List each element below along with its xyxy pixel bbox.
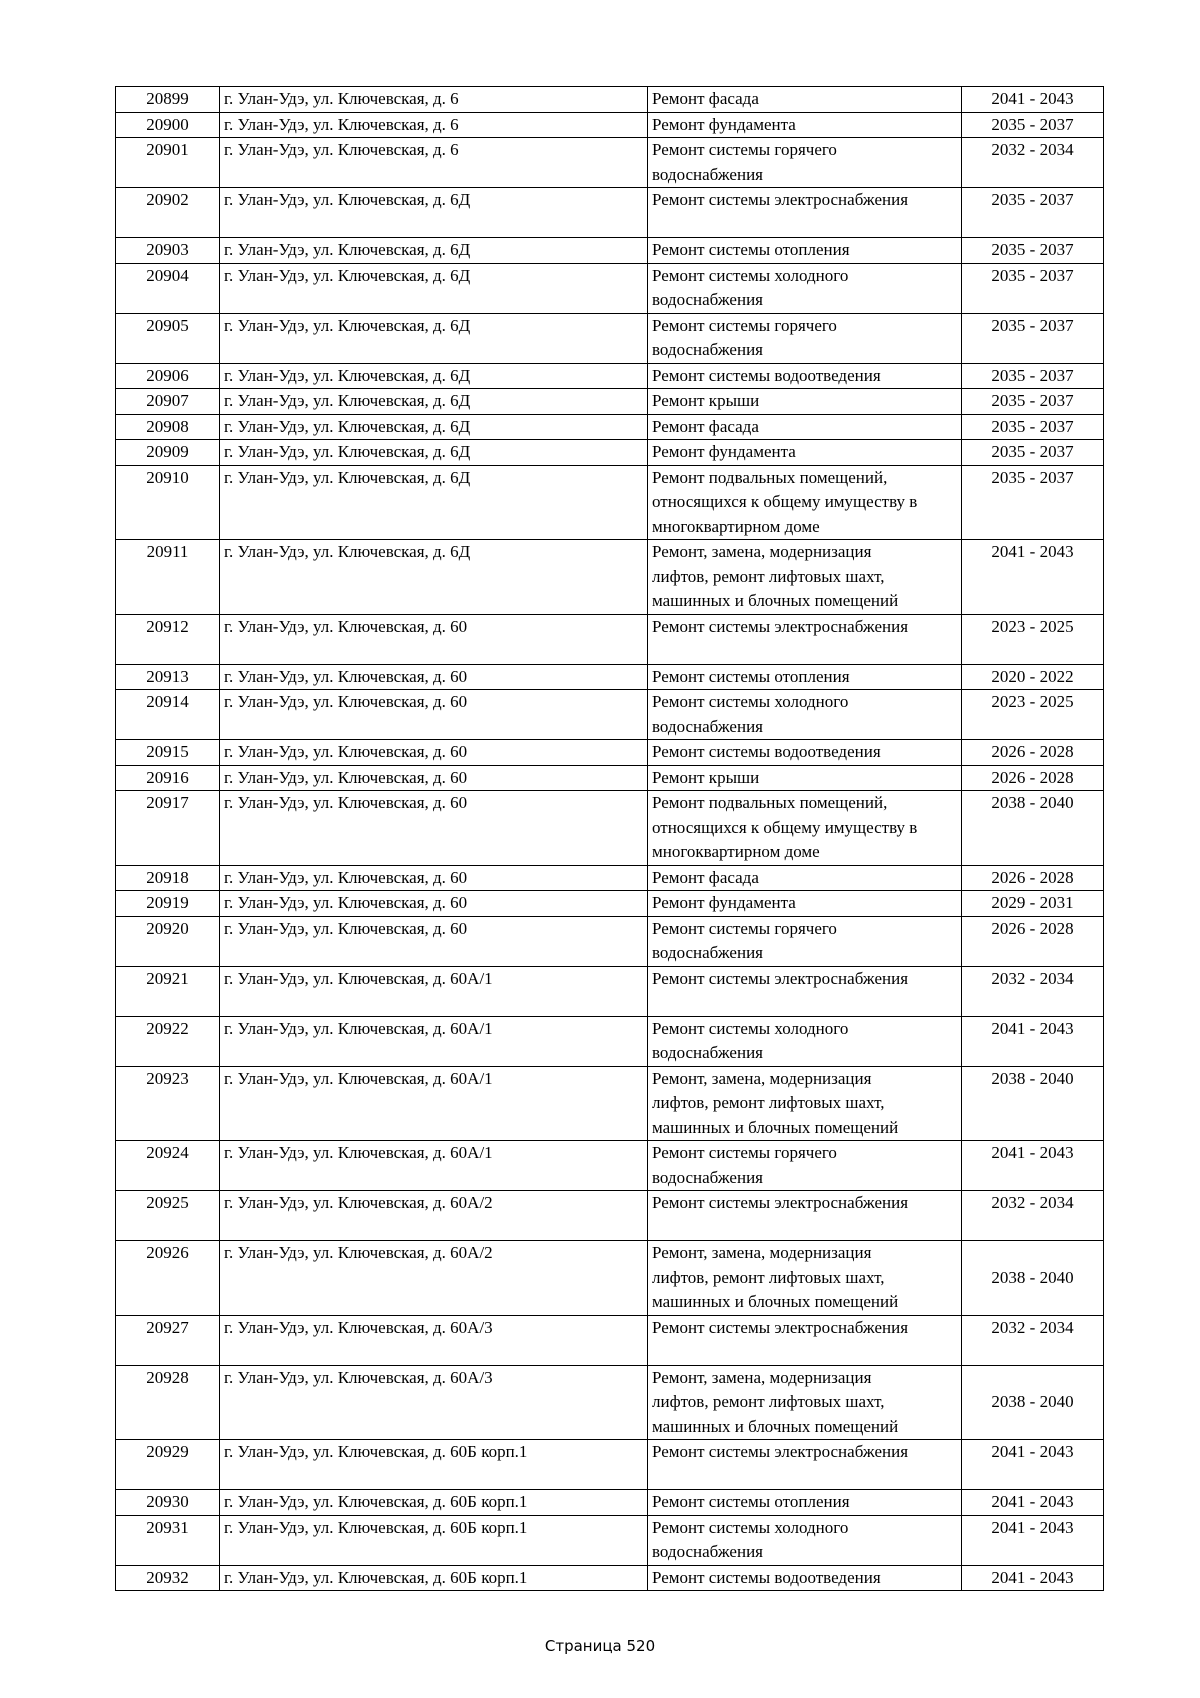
table-row	[116, 440, 1104, 466]
work-type-line: лифтов, ремонт лифтовых шахт,	[652, 1267, 885, 1287]
address-cell: г. Улан-Удэ, ул. Ключевская, д. 60А/3	[220, 1315, 648, 1365]
period-cell: 2032 - 2034	[962, 138, 1104, 188]
table-row	[116, 1515, 1104, 1565]
work-type-line: многоквартирном доме	[652, 516, 820, 536]
period-cell: 2041 - 2043	[962, 1515, 1104, 1565]
period-cell: 2041 - 2043	[962, 1440, 1104, 1490]
address-cell: г. Улан-Удэ, ул. Ключевская, д. 6Д	[220, 313, 648, 363]
row-number-cell: 20923	[116, 1066, 220, 1141]
work-type-cell	[648, 916, 962, 966]
work-type-line	[652, 639, 957, 664]
work-type-line: водоснабжения	[652, 1043, 763, 1062]
address-cell: г. Улан-Удэ, ул. Ключевская, д. 6	[220, 87, 648, 113]
work-type-cell	[648, 1565, 962, 1591]
work-type-cell	[648, 313, 962, 363]
address-cell: г. Улан-Удэ, ул. Ключевская, д. 6Д	[220, 414, 648, 440]
row-number-cell: 20916	[116, 765, 220, 791]
work-type-line: водоснабжения	[652, 290, 763, 309]
repair-schedule-table	[115, 86, 1104, 1591]
row-number-cell: 20908	[116, 414, 220, 440]
work-type-line: Ремонт подвальных помещений,	[652, 467, 888, 487]
address-cell: г. Улан-Удэ, ул. Ключевская, д. 6Д	[220, 465, 648, 540]
work-type-line: относящихся к общему имуществу в	[652, 492, 918, 511]
work-type-line: Ремонт системы водоотведения	[652, 742, 881, 761]
work-type-cell	[648, 1515, 962, 1565]
address-cell: г. Улан-Удэ, ул. Ключевская, д. 60А/1	[220, 1066, 648, 1141]
table-row	[116, 966, 1104, 1016]
address-cell: г. Улан-Удэ, ул. Ключевская, д. 60А/1	[220, 1016, 648, 1066]
table-row	[116, 112, 1104, 138]
work-type-line: относящихся к общему имуществу в	[652, 817, 918, 837]
work-type-line: Ремонт системы холодного	[652, 265, 849, 285]
row-number-cell: 20920	[116, 916, 220, 966]
table-row	[116, 1490, 1104, 1516]
work-type-line: машинных и блочных помещений	[652, 1416, 899, 1436]
work-type-cell	[648, 440, 962, 466]
work-type-cell	[648, 1440, 962, 1490]
address-cell: г. Улан-Удэ, ул. Ключевская, д. 6Д	[220, 188, 648, 238]
table-row	[116, 614, 1104, 664]
work-type-line	[652, 1216, 957, 1241]
work-type-cell	[648, 664, 962, 690]
work-type-cell	[648, 1365, 962, 1440]
row-number-cell: 20909	[116, 440, 220, 466]
work-type-line: Ремонт системы горячего	[652, 918, 837, 938]
work-type-cell	[648, 891, 962, 917]
address-cell: г. Улан-Удэ, ул. Ключевская, д. 60	[220, 791, 648, 866]
work-type-cell	[648, 1141, 962, 1191]
period-cell: 2029 - 2031	[962, 891, 1104, 917]
period-cell: 2035 - 2037	[962, 414, 1104, 440]
work-type-line: Ремонт фундамента	[652, 114, 796, 134]
table-row	[116, 263, 1104, 313]
work-type-line: Ремонт системы холодного	[652, 1018, 849, 1038]
period-cell: 2035 - 2037	[962, 263, 1104, 313]
period-cell: 2032 - 2034	[962, 966, 1104, 1016]
work-type-cell	[648, 188, 962, 238]
work-type-line: Ремонт фундамента	[652, 442, 796, 461]
period-cell: 2026 - 2028	[962, 865, 1104, 891]
table-row	[116, 690, 1104, 740]
address-cell: г. Улан-Удэ, ул. Ключевская, д. 60Б корп.1	[220, 1515, 648, 1565]
work-type-line: Ремонт, замена, модернизация	[652, 1367, 872, 1387]
period-cell: 2035 - 2037	[962, 363, 1104, 389]
table-row	[116, 1315, 1104, 1365]
work-type-line: машинных и блочных помещений	[652, 1292, 899, 1311]
work-type-cell	[648, 138, 962, 188]
work-type-line: Ремонт, замена, модернизация	[652, 1243, 872, 1262]
page-number: Страница 520	[544, 1637, 656, 1655]
address-cell: г. Улан-Удэ, ул. Ключевская, д. 60	[220, 765, 648, 791]
period-cell: 2041 - 2043	[962, 1141, 1104, 1191]
row-number-cell: 20924	[116, 1141, 220, 1191]
period-cell: 2035 - 2037	[962, 188, 1104, 238]
address-cell: г. Улан-Удэ, ул. Ключевская, д. 6Д	[220, 440, 648, 466]
work-type-line: Ремонт системы холодного	[652, 692, 849, 711]
table-row	[116, 1016, 1104, 1066]
address-cell: г. Улан-Удэ, ул. Ключевская, д. 60Б корп.1	[220, 1565, 648, 1591]
period-cell: 2041 - 2043	[962, 1490, 1104, 1516]
work-type-line: лифтов, ремонт лифтовых шахт,	[652, 1093, 885, 1112]
work-type-cell	[648, 1241, 962, 1316]
period-cell: 2041 - 2043	[962, 1565, 1104, 1591]
table-row	[116, 138, 1104, 188]
row-number-cell: 20922	[116, 1016, 220, 1066]
address-cell: г. Улан-Удэ, ул. Ключевская, д. 60А/2	[220, 1241, 648, 1316]
table-row	[116, 740, 1104, 766]
work-type-line: Ремонт, замена, модернизация	[652, 1068, 872, 1088]
work-type-line	[652, 1340, 957, 1365]
period-cell: 2041 - 2043	[962, 87, 1104, 113]
address-cell: г. Улан-Удэ, ул. Ключевская, д. 60Б корп.1	[220, 1440, 648, 1490]
row-number-cell: 20901	[116, 138, 220, 188]
period-cell: 2035 - 2037	[962, 238, 1104, 264]
table-row	[116, 1365, 1104, 1440]
table-row	[116, 916, 1104, 966]
address-cell: г. Улан-Удэ, ул. Ключевская, д. 60	[220, 865, 648, 891]
table-row	[116, 891, 1104, 917]
row-number-cell: 20927	[116, 1315, 220, 1365]
period-cell: 2023 - 2025	[962, 690, 1104, 740]
period-cell: 2032 - 2034	[962, 1315, 1104, 1365]
work-type-line: Ремонт системы электроснабжения	[652, 616, 909, 636]
period-cell: 2038 - 2040	[962, 791, 1104, 866]
work-type-line: многоквартирном доме	[652, 842, 820, 861]
address-cell: г. Улан-Удэ, ул. Ключевская, д. 60	[220, 891, 648, 917]
work-type-cell	[648, 263, 962, 313]
table-row	[116, 1565, 1104, 1591]
work-type-line: Ремонт системы горячего	[652, 315, 837, 335]
row-number-cell: 20903	[116, 238, 220, 264]
address-cell: г. Улан-Удэ, ул. Ключевская, д. 60Б корп.1	[220, 1490, 648, 1516]
row-number-cell: 20930	[116, 1490, 220, 1516]
work-type-cell	[648, 1490, 962, 1516]
row-number-cell: 20910	[116, 465, 220, 540]
work-type-line: Ремонт системы электроснабжения	[652, 1193, 909, 1212]
work-type-cell	[648, 363, 962, 389]
period-cell: 2038 - 2040	[962, 1066, 1104, 1141]
row-number-cell: 20931	[116, 1515, 220, 1565]
table-row	[116, 238, 1104, 264]
work-type-cell	[648, 238, 962, 264]
table-body	[116, 87, 1104, 1591]
row-number-cell: 20921	[116, 966, 220, 1016]
table-row	[116, 865, 1104, 891]
work-type-line: Ремонт системы отопления	[652, 666, 850, 686]
table-row	[116, 313, 1104, 363]
table-row	[116, 414, 1104, 440]
work-type-line: машинных и блочных помещений	[652, 1117, 899, 1137]
work-type-line: Ремонт крыши	[652, 767, 760, 787]
table-row	[116, 1066, 1104, 1141]
row-number-cell: 20915	[116, 740, 220, 766]
work-type-line: Ремонт подвальных помещений,	[652, 793, 888, 812]
address-cell: г. Улан-Удэ, ул. Ключевская, д. 6Д	[220, 389, 648, 415]
address-cell: г. Улан-Удэ, ул. Ключевская, д. 6Д	[220, 363, 648, 389]
work-type-cell	[648, 87, 962, 113]
address-cell: г. Улан-Удэ, ул. Ключевская, д. 6	[220, 112, 648, 138]
work-type-cell	[648, 614, 962, 664]
address-cell: г. Улан-Удэ, ул. Ключевская, д. 60А/1	[220, 1141, 648, 1191]
work-type-line: водоснабжения	[652, 1542, 763, 1561]
work-type-line: Ремонт системы отопления	[652, 240, 850, 259]
table-row	[116, 1191, 1104, 1241]
work-type-cell	[648, 966, 962, 1016]
work-type-line	[652, 1465, 957, 1490]
work-type-line: Ремонт системы электроснабжения	[652, 190, 909, 209]
address-cell: г. Улан-Удэ, ул. Ключевская, д. 6Д	[220, 238, 648, 264]
work-type-cell	[648, 414, 962, 440]
work-type-cell	[648, 865, 962, 891]
work-type-line: лифтов, ремонт лифтовых шахт,	[652, 1392, 885, 1411]
work-type-cell	[648, 1191, 962, 1241]
table-row	[116, 363, 1104, 389]
row-number-cell: 20928	[116, 1365, 220, 1440]
period-cell: 2035 - 2037	[962, 313, 1104, 363]
row-number-cell: 20899	[116, 87, 220, 113]
period-cell: 2035 - 2037	[962, 112, 1104, 138]
work-type-line: Ремонт системы электроснабжения	[652, 968, 909, 988]
row-number-cell: 20918	[116, 865, 220, 891]
row-number-cell: 20905	[116, 313, 220, 363]
row-number-cell: 20900	[116, 112, 220, 138]
table-row	[116, 1241, 1104, 1316]
work-type-cell	[648, 465, 962, 540]
work-type-line: Ремонт системы горячего	[652, 1143, 837, 1162]
period-cell: 2032 - 2034	[962, 1191, 1104, 1241]
period-cell: 2038 - 2040	[962, 1365, 1104, 1440]
work-type-line: водоснабжения	[652, 943, 763, 962]
period-cell: 2041 - 2043	[962, 1016, 1104, 1066]
row-number-cell: 20919	[116, 891, 220, 917]
work-type-cell	[648, 389, 962, 415]
row-number-cell: 20913	[116, 664, 220, 690]
work-type-line: Ремонт системы электроснабжения	[652, 1317, 909, 1337]
row-number-cell: 20925	[116, 1191, 220, 1241]
work-type-line: Ремонт системы электроснабжения	[652, 1442, 909, 1461]
work-type-line: водоснабжения	[652, 716, 763, 736]
work-type-line: водоснабжения	[652, 340, 763, 359]
table-row	[116, 188, 1104, 238]
work-type-cell	[648, 540, 962, 615]
work-type-line: Ремонт фасада	[652, 416, 759, 436]
address-cell: г. Улан-Удэ, ул. Ключевская, д. 60	[220, 664, 648, 690]
period-cell: 2038 - 2040	[962, 1241, 1104, 1316]
table-row	[116, 465, 1104, 540]
work-type-line: водоснабжения	[652, 1167, 763, 1187]
row-number-cell: 20914	[116, 690, 220, 740]
work-type-line: машинных и блочных помещений	[652, 591, 899, 610]
period-cell: 2026 - 2028	[962, 916, 1104, 966]
work-type-line: Ремонт системы холодного	[652, 1517, 849, 1537]
work-type-cell	[648, 112, 962, 138]
table-row	[116, 540, 1104, 615]
table-row	[116, 1440, 1104, 1490]
period-cell: 2035 - 2037	[962, 389, 1104, 415]
table-row	[116, 664, 1104, 690]
work-type-line	[652, 991, 957, 1016]
table-row	[116, 87, 1104, 113]
address-cell: г. Улан-Удэ, ул. Ключевская, д. 6	[220, 138, 648, 188]
work-type-line: Ремонт системы водоотведения	[652, 365, 881, 385]
row-number-cell: 20926	[116, 1241, 220, 1316]
work-type-line: водоснабжения	[652, 164, 763, 184]
work-type-cell	[648, 791, 962, 866]
period-cell: 2035 - 2037	[962, 440, 1104, 466]
row-number-cell: 20911	[116, 540, 220, 615]
work-type-line: Ремонт фасада	[652, 89, 759, 108]
work-type-cell	[648, 690, 962, 740]
work-type-line: Ремонт системы отопления	[652, 1492, 850, 1511]
table-row	[116, 1141, 1104, 1191]
work-type-line: лифтов, ремонт лифтовых шахт,	[652, 566, 885, 586]
work-type-cell	[648, 1315, 962, 1365]
period-cell: 2026 - 2028	[962, 740, 1104, 766]
row-number-cell: 20929	[116, 1440, 220, 1490]
address-cell: г. Улан-Удэ, ул. Ключевская, д. 60А/1	[220, 966, 648, 1016]
address-cell: г. Улан-Удэ, ул. Ключевская, д. 6Д	[220, 540, 648, 615]
work-type-line: Ремонт, замена, модернизация	[652, 542, 872, 561]
period-cell: 2026 - 2028	[962, 765, 1104, 791]
row-number-cell: 20906	[116, 363, 220, 389]
work-type-cell	[648, 1066, 962, 1141]
row-number-cell: 20932	[116, 1565, 220, 1591]
row-number-cell: 20902	[116, 188, 220, 238]
row-number-cell: 20917	[116, 791, 220, 866]
address-cell: г. Улан-Удэ, ул. Ключевская, д. 60	[220, 740, 648, 766]
address-cell: г. Улан-Удэ, ул. Ключевская, д. 60	[220, 690, 648, 740]
work-type-line: Ремонт фасада	[652, 867, 759, 887]
row-number-cell: 20904	[116, 263, 220, 313]
work-type-cell	[648, 740, 962, 766]
work-type-line	[652, 213, 957, 238]
address-cell: г. Улан-Удэ, ул. Ключевская, д. 60	[220, 916, 648, 966]
work-type-line: Ремонт системы водоотведения	[652, 1567, 881, 1587]
table-row	[116, 389, 1104, 415]
period-cell: 2035 - 2037	[962, 465, 1104, 540]
work-type-cell	[648, 1016, 962, 1066]
table-row	[116, 791, 1104, 866]
address-cell: г. Улан-Удэ, ул. Ключевская, д. 60А/3	[220, 1365, 648, 1440]
work-type-line: Ремонт крыши	[652, 391, 760, 410]
work-type-line: Ремонт системы горячего	[652, 140, 837, 159]
period-cell: 2020 - 2022	[962, 664, 1104, 690]
work-type-line: Ремонт фундамента	[652, 893, 796, 912]
period-cell: 2041 - 2043	[962, 540, 1104, 615]
period-cell: 2023 - 2025	[962, 614, 1104, 664]
address-cell: г. Улан-Удэ, ул. Ключевская, д. 60	[220, 614, 648, 664]
work-type-cell	[648, 765, 962, 791]
address-cell: г. Улан-Удэ, ул. Ключевская, д. 6Д	[220, 263, 648, 313]
row-number-cell: 20912	[116, 614, 220, 664]
table-row	[116, 765, 1104, 791]
address-cell: г. Улан-Удэ, ул. Ключевская, д. 60А/2	[220, 1191, 648, 1241]
row-number-cell: 20907	[116, 389, 220, 415]
